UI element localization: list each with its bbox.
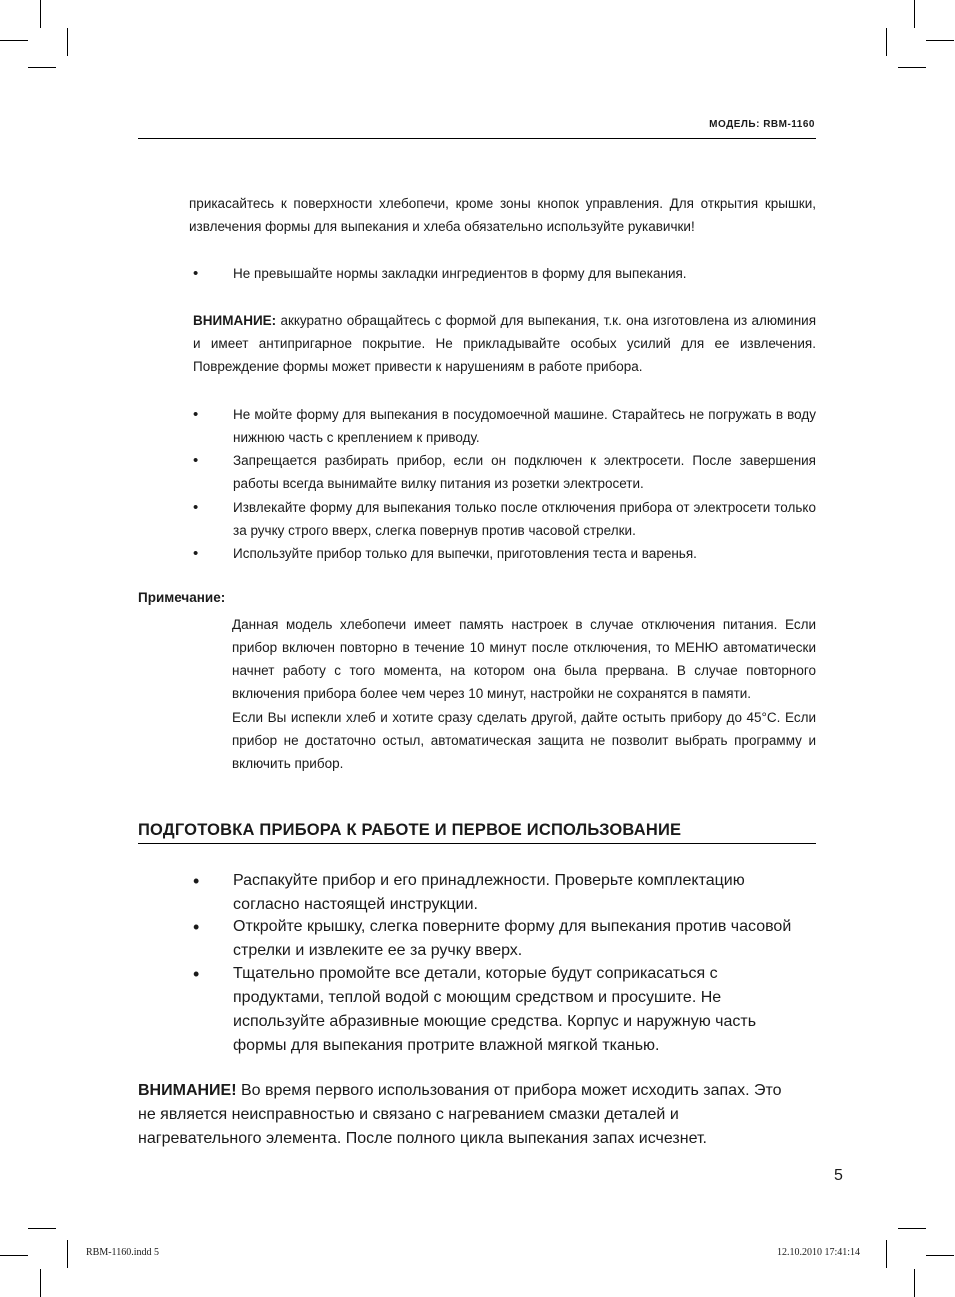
crop-mark <box>886 1240 887 1268</box>
section-title: ПОДГОТОВКА ПРИБОРА К РАБОТЕ И ПЕРВОЕ ИСПОЛЬЗОВАНИЕ <box>138 821 816 844</box>
warning-text: Во время первого использования от прибора может исходить запах. Это не является неисправностью и связано с нагреванием смазки деталей и нагревательного элемента. После полного цикла выпекания запах исчезнет. <box>138 1082 782 1147</box>
warning-label: ВНИМАНИЕ! <box>138 1082 237 1099</box>
crop-mark <box>898 1228 926 1229</box>
crop-mark <box>914 1269 915 1297</box>
crop-mark <box>0 40 28 41</box>
list-item-text: Распакуйте прибор и его принадлежности. Проверьте комплектацию согласно настоящей инструкции. <box>233 872 745 913</box>
list-item <box>193 915 813 963</box>
crop-mark <box>926 40 954 41</box>
list-item <box>193 449 816 495</box>
list-item <box>193 262 816 285</box>
crop-mark <box>67 28 68 56</box>
bullet-icon: • <box>193 499 199 516</box>
bullet-icon: • <box>193 452 199 469</box>
crop-mark <box>40 1269 41 1297</box>
bullet-icon: • <box>193 265 199 282</box>
warning-paragraph <box>138 1079 798 1151</box>
crop-mark <box>914 0 915 28</box>
crop-mark <box>40 0 41 28</box>
note-label: Примечание: <box>138 590 226 605</box>
note-paragraph: Если Вы испекли хлеб и хотите сразу сделать другой, дайте остыть прибору до 45°С. Если прибор не достаточно остыл, автоматическая защита не позволит выбрать программу и включить прибор. <box>232 710 816 771</box>
intro-paragraph: прикасайтесь к поверхности хлебопечи, кроме зоны кнопок управления. Для открытия крышки, извлечения формы для выпекания и хлеба обязательно используйте рукавички! <box>189 196 816 234</box>
bullet-icon: • <box>193 406 199 423</box>
crop-mark <box>886 28 887 56</box>
list-item <box>193 542 816 565</box>
list-item-text: Запрещается разбирать прибор, если он подключен к электросети. После завершения работы всегда вынимайте вилку питания из розетки электросети. <box>233 453 816 491</box>
crop-mark <box>28 1228 56 1229</box>
bullet-icon: • <box>193 964 200 984</box>
crop-mark <box>926 1255 954 1256</box>
slug-date: 12.10.2010 17:41:14 <box>776 1247 860 1258</box>
bullet-icon: • <box>193 871 200 891</box>
list-item-text: Откройте крышку, слегка поверните форму для выпекания против часовой стрелки и извлеките ее за ручку вверх. <box>233 918 792 959</box>
list-item-text: Используйте прибор только для выпечки, приготовления теста и варенья. <box>233 546 697 561</box>
list-item <box>193 962 813 1058</box>
model-header: МОДЕЛЬ: RBM-1160 <box>709 119 815 130</box>
crop-mark <box>67 1240 68 1268</box>
list-item <box>193 403 816 449</box>
crop-mark <box>0 1255 28 1256</box>
crop-mark <box>898 67 926 68</box>
list-item-text: Не мойте форму для выпекания в посудомоечной машине. Старайтесь не погружать в воду нижнюю часть с креплением к приводу. <box>233 407 816 445</box>
warning-text: аккуратно обращайтесь с формой для выпекания, т.к. она изготовлена из алюминия и имеет антипригарное покрытие. Не прикладывайте особых усилий для ее извлечения. Повреждение формы может привести к нарушениям в работе прибора. <box>193 313 816 374</box>
list-item-text: Тщательно промойте все детали, которые будут соприкасаться с продуктами, теплой водой с моющим средством и просушите. Не используйте абразивные моющие средства. Корпус и наружную часть формы для выпекания протрите влажной мягкой тканью. <box>233 965 757 1054</box>
bullet-icon: • <box>193 917 200 937</box>
list-item <box>193 869 813 917</box>
crop-mark <box>28 67 56 68</box>
list-item <box>193 496 816 542</box>
bullet-icon: • <box>193 545 199 562</box>
warning-label: ВНИМАНИЕ: <box>193 313 277 328</box>
warning-paragraph <box>193 309 816 378</box>
slug-filename: RBM-1160.indd 5 <box>86 1247 159 1258</box>
header-rule <box>138 138 816 139</box>
note-paragraph: Данная модель хлебопечи имеет память настроек в случае отключения питания. Если прибор включен повторно в течение 10 минут после отключения, то МЕНЮ автоматически начнет работу с того момента, на котором она была прервана. В случае повторного включения прибора более чем через 10 минут, настройки не сохранятся в памяти. <box>232 617 816 701</box>
list-item-text: Извлекайте форму для выпекания только после отключения прибора от электросети только за ручку строго вверх, слегка повернув против часовой стрелки. <box>233 500 816 538</box>
list-item-text: Не превышайте нормы закладки ингредиентов в форму для выпекания. <box>233 266 687 281</box>
page-number: 5 <box>834 1167 843 1184</box>
